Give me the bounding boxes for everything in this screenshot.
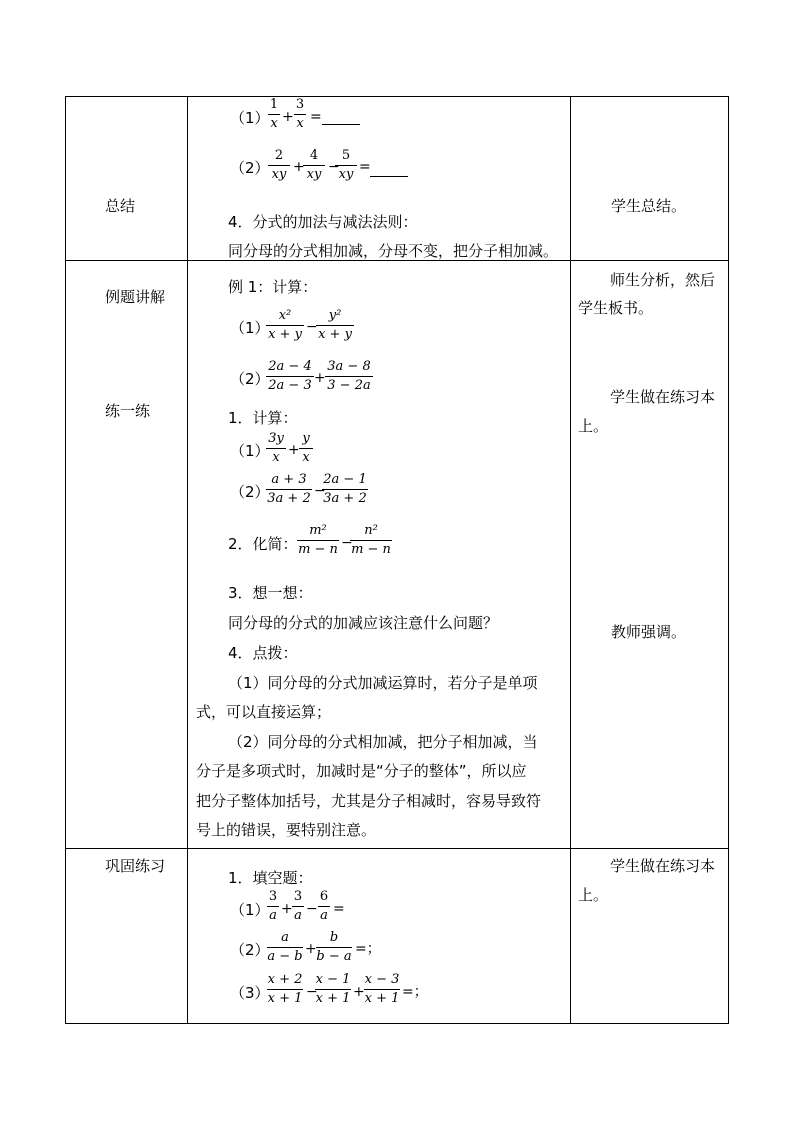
tip-1-line-1: （1）同分母的分式加减运算时，若分子是单项 <box>228 674 538 692</box>
consolidate-right-note-line2: 上。 <box>578 886 609 904</box>
practice-right-note-line1: 学生做在练习本 <box>610 388 716 406</box>
fraction: 1 x <box>269 97 279 131</box>
fraction: 3a − 8 3 − 2a <box>325 359 373 394</box>
row-label-consolidate: 巩固练习 <box>105 857 166 875</box>
plus-sign: + <box>305 941 317 957</box>
column-divider-1 <box>187 97 188 1023</box>
minus-sign: − <box>306 901 318 917</box>
plus-sign: + <box>288 442 300 458</box>
fraction: x² x + y <box>266 308 304 343</box>
example-right-note-line1: 师生分析，然后 <box>610 271 716 289</box>
equals-sign: = <box>359 159 371 175</box>
minus-sign: − <box>341 535 353 551</box>
tip-2-line-4: 号上的错误，要特别注意。 <box>196 821 377 839</box>
tips-heading: 4．点拨： <box>228 644 298 662</box>
fraction: 2 xy <box>268 148 290 183</box>
think-heading: 3．想一想： <box>228 584 313 602</box>
item-label: （2） <box>230 483 270 501</box>
fraction: 3 x <box>295 97 305 131</box>
consolidate-right-note-line1: 学生做在练习本 <box>610 857 716 875</box>
fraction: 6 a <box>319 889 329 923</box>
item-label: （1） <box>230 901 270 919</box>
row-label-summary: 总结 <box>105 197 136 215</box>
equals-semicolon: =； <box>355 941 381 957</box>
plus-sign: + <box>282 109 294 125</box>
row-label-example: 例题讲解 <box>105 288 166 306</box>
item-label: （1） <box>230 319 270 337</box>
calc-heading: 1．计算： <box>228 409 298 427</box>
plus-sign: + <box>353 984 365 1000</box>
fraction: x − 1 x + 1 <box>315 972 351 1006</box>
fraction: x − 3 x + 1 <box>364 972 400 1006</box>
fraction: 5 xy <box>335 148 357 183</box>
plus-sign: + <box>281 901 293 917</box>
minus-sign: − <box>328 159 340 175</box>
fraction: 2a − 1 3a + 2 <box>323 472 367 506</box>
fraction: a a − b <box>267 930 303 964</box>
summary-right-note: 学生总结。 <box>611 197 687 215</box>
plus-sign: + <box>293 159 305 175</box>
fraction: 2a − 4 2a − 3 <box>266 359 314 394</box>
equals-sign: = <box>333 901 345 917</box>
think-question: 同分母的分式的加减应该注意什么问题？ <box>228 614 499 632</box>
fraction: 4 xy <box>303 148 325 183</box>
plus-sign: + <box>314 370 326 386</box>
tip-1-line-2: 式，可以直接运算； <box>196 703 332 721</box>
equals-semicolon: =； <box>402 984 428 1000</box>
fraction: y x <box>299 431 313 466</box>
fraction: x + 2 x + 1 <box>267 972 303 1006</box>
fraction: 3 a <box>293 889 303 923</box>
minus-sign: − <box>306 984 318 1000</box>
example-right-note-line2: 学生板书。 <box>578 299 654 317</box>
item-label: （2） <box>230 941 270 959</box>
example-1-heading: 例 1：计算： <box>228 278 318 296</box>
item-label: （2） <box>230 159 270 177</box>
item-label: （3） <box>230 984 270 1002</box>
lesson-table <box>65 96 729 1024</box>
row-divider-2 <box>66 848 728 849</box>
minus-sign: − <box>306 319 318 335</box>
minus-sign: − <box>314 483 326 499</box>
practice-right-note-line2: 上。 <box>578 417 609 435</box>
column-divider-2 <box>570 97 571 1023</box>
fraction: m² m − n <box>298 523 338 557</box>
simplify-heading: 2．化简： <box>228 535 298 553</box>
fraction: a + 3 3a + 2 <box>267 472 311 506</box>
fraction: n² m − n <box>351 523 391 557</box>
tip-2-line-3: 把分子整体加括号，尤其是分子相减时，容易导致符 <box>196 792 542 810</box>
item-label: （1） <box>230 109 270 127</box>
teacher-emphasis-note: 教师强调。 <box>611 623 687 641</box>
equals-sign: = <box>310 109 322 125</box>
fraction: y² x + y <box>316 308 354 343</box>
answer-blank <box>370 176 408 177</box>
item-label: （1） <box>230 442 270 460</box>
fraction: 3 a <box>268 889 278 923</box>
item-label: （2） <box>230 370 270 388</box>
fill-in-heading: 1．填空题： <box>228 869 313 887</box>
answer-blank <box>322 124 360 125</box>
fraction: 3y x <box>266 431 286 466</box>
rule-title: 4．分式的加法与减法法则： <box>228 213 418 231</box>
tip-2-line-2: 分子是多项式时，加减时是“分子的整体”，所以应 <box>196 762 527 780</box>
rule-body: 同分母的分式相加减，分母不变，把分子相加减。 <box>228 242 559 260</box>
row-label-practice: 练一练 <box>105 402 151 420</box>
fraction: b b − a <box>316 930 352 964</box>
tip-2-line-1: （2）同分母的分式相加减，把分子相加减，当 <box>228 733 538 751</box>
